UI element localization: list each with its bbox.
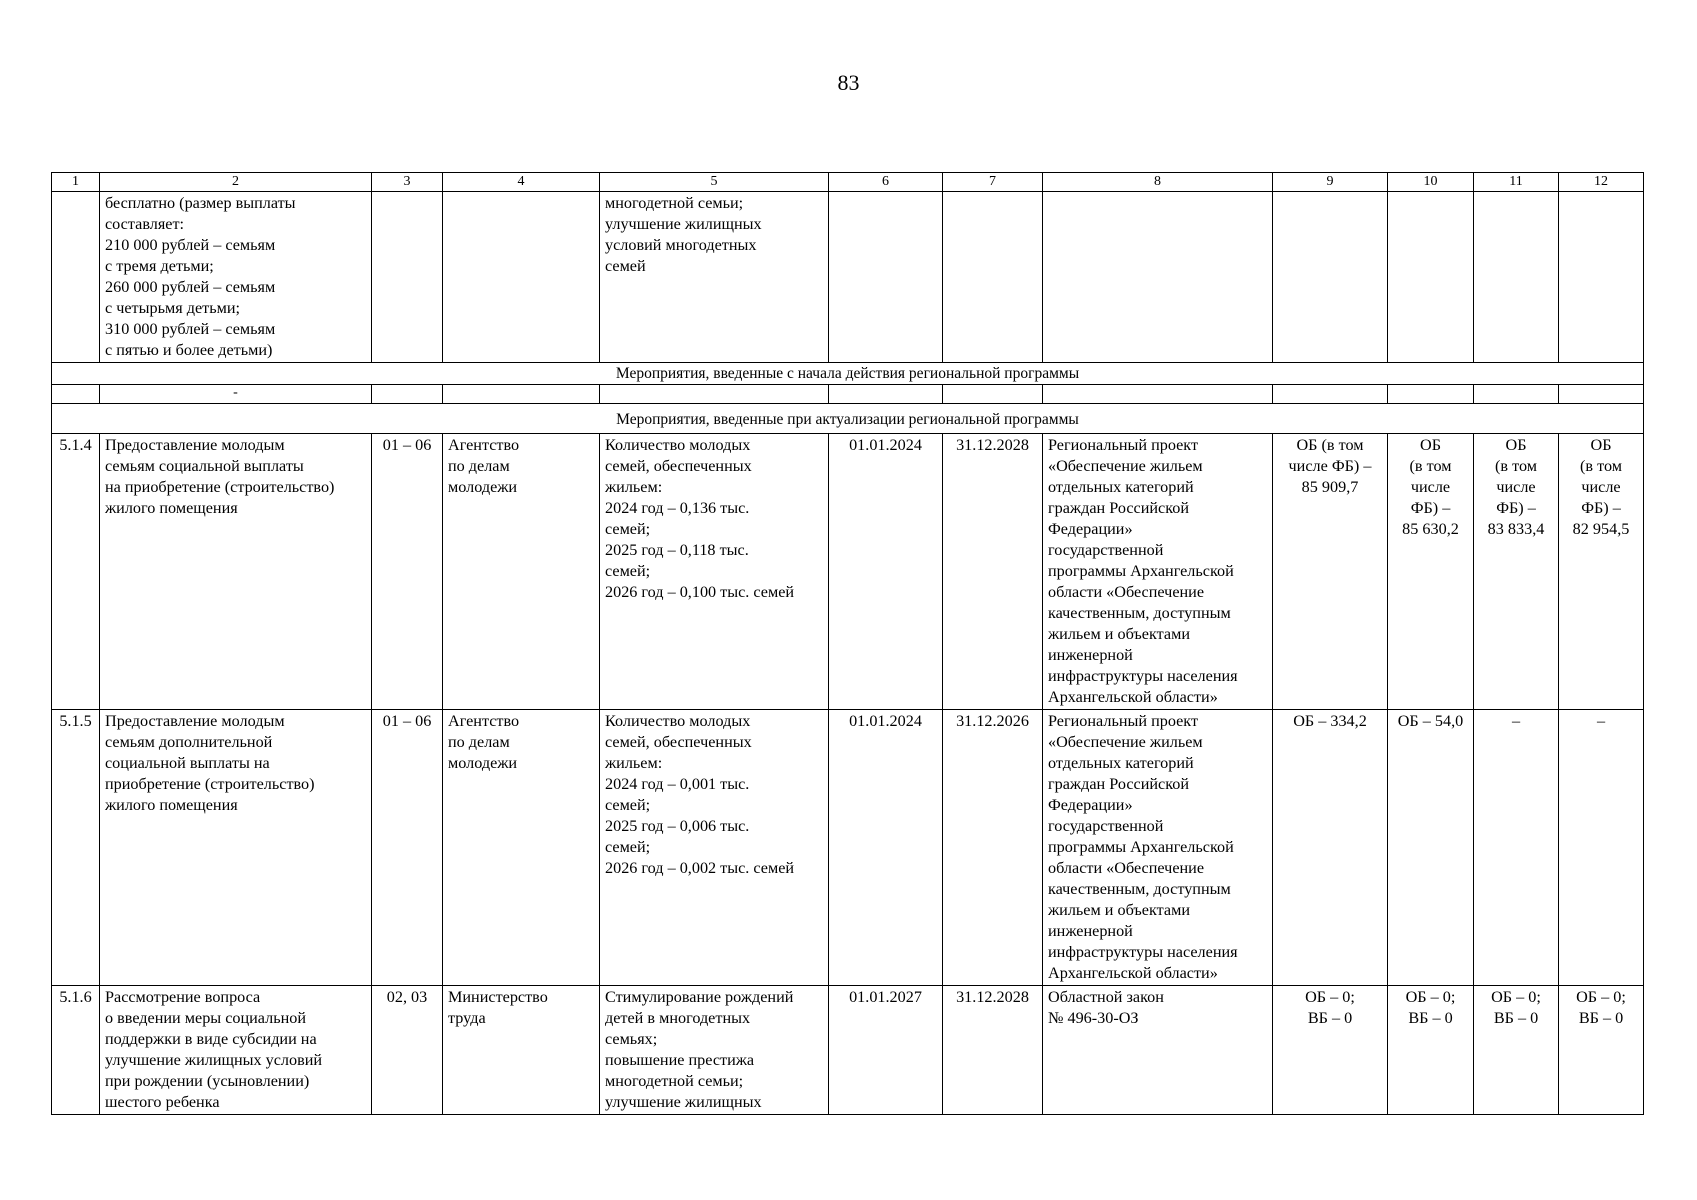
- table-cell: [1474, 192, 1559, 363]
- funding-col-9: ОБ – 334,2: [1273, 710, 1388, 986]
- expected-result: Стимулирование рождений детей в многодетных семьях; повышение престижа многодетной семьи; улучшение жилищных: [600, 986, 829, 1115]
- program-link: Областной закон № 496-30-ОЗ: [1043, 986, 1273, 1115]
- table-cell: [1474, 385, 1559, 404]
- continuation-row: [52, 192, 1644, 363]
- column-number: 11: [1474, 173, 1559, 192]
- table-cell: [1043, 192, 1273, 363]
- column-number: 9: [1273, 173, 1388, 192]
- program-link: Региональный проект «Обеспечение жильем отдельных категорий граждан Российской Федерации» государственной программы Архангельской области «Обеспечение качественным, доступным жильем и объектами инженерной инфраструктуры населения Архангельской области»: [1043, 710, 1273, 986]
- column-number: 1: [52, 173, 100, 192]
- executor: Агентство по делам молодежи: [443, 710, 600, 986]
- expected-result: Количество молодых семей, обеспеченных жильем: 2024 год – 0,001 тыс. семей; 2025 год – 0,006 тыс. семей; 2026 год – 0,002 тыс. семей: [600, 710, 829, 986]
- column-number: 5: [600, 173, 829, 192]
- table-cell: [1273, 385, 1388, 404]
- table-cell: [52, 385, 100, 404]
- column-number: 6: [829, 173, 943, 192]
- activity-name: Предоставление молодым семьям дополнительной социальной выплаты на приобретение (строительство) жилого помещения: [100, 710, 372, 986]
- table-row: [52, 710, 1644, 986]
- row-id: 5.1.5: [52, 710, 100, 986]
- row-id: 5.1.6: [52, 986, 100, 1115]
- end-date: 31.12.2028: [943, 434, 1043, 710]
- empty-row: [52, 385, 1644, 404]
- table-row: [52, 434, 1644, 710]
- funding-col-10: ОБ – 54,0: [1388, 710, 1474, 986]
- result-cell: многодетной семьи; улучшение жилищных условий многодетных семей: [600, 192, 829, 363]
- table-cell: [1559, 385, 1644, 404]
- activity-name: Предоставление молодым семьям социальной выплаты на приобретение (строительство) жилого помещения: [100, 434, 372, 710]
- end-date: 31.12.2026: [943, 710, 1043, 986]
- table-cell: [1388, 385, 1474, 404]
- expected-result: Количество молодых семей, обеспеченных жильем: 2024 год – 0,136 тыс. семей; 2025 год – 0,118 тыс. семей; 2026 год – 0,100 тыс. семей: [600, 434, 829, 710]
- column-number: 12: [1559, 173, 1644, 192]
- section-header-row: [52, 404, 1644, 434]
- row-id: 5.1.4: [52, 434, 100, 710]
- table-cell: [1559, 192, 1644, 363]
- table-row: [52, 986, 1644, 1115]
- task-numbers: 01 – 06: [372, 710, 443, 986]
- funding-col-12: ОБ – 0; ВБ – 0: [1559, 986, 1644, 1115]
- funding-col-12: ОБ (в том числе ФБ) – 82 954,5: [1559, 434, 1644, 710]
- funding-col-11: ОБ (в том числе ФБ) – 83 833,4: [1474, 434, 1559, 710]
- column-number: 2: [100, 173, 372, 192]
- table-cell: [829, 385, 943, 404]
- funding-col-10: ОБ – 0; ВБ – 0: [1388, 986, 1474, 1115]
- dash-cell: -: [100, 385, 372, 404]
- funding-col-12: –: [1559, 710, 1644, 986]
- table-cell: [943, 192, 1043, 363]
- table-cell: [1388, 192, 1474, 363]
- table-cell: [1273, 192, 1388, 363]
- program-link: Региональный проект «Обеспечение жильем отдельных категорий граждан Российской Федерации» государственной программы Архангельской области «Обеспечение качественным, доступным жильем и объектами инженерной инфраструктуры населения Архангельской области»: [1043, 434, 1273, 710]
- column-number: 7: [943, 173, 1043, 192]
- activity-name: Рассмотрение вопроса о введении меры социальной поддержки в виде субсидии на улучшение жилищных условий при рождении (усыновлении) шестого ребенка: [100, 986, 372, 1115]
- activity-name-cell: бесплатно (размер выплаты составляет: 210 000 рублей – семьям с тремя детьми; 260 000 рублей – семьям с четырьмя детьми; 310 000 рублей – семьям с пятью и более детьми): [100, 192, 372, 363]
- table-cell: [943, 385, 1043, 404]
- section-header-row: [52, 363, 1644, 385]
- task-numbers: 01 – 06: [372, 434, 443, 710]
- table-cell: [372, 385, 443, 404]
- table-cell: [372, 192, 443, 363]
- table-cell: [443, 385, 600, 404]
- funding-col-10: ОБ (в том числе ФБ) – 85 630,2: [1388, 434, 1474, 710]
- program-activities-table: [51, 172, 1644, 1115]
- start-date: 01.01.2024: [829, 434, 943, 710]
- table-cell: [829, 192, 943, 363]
- executor: Министерство труда: [443, 986, 600, 1115]
- page-number: 83: [837, 70, 860, 95]
- funding-col-11: ОБ – 0; ВБ – 0: [1474, 986, 1559, 1115]
- funding-col-11: –: [1474, 710, 1559, 986]
- table-cell: [1043, 385, 1273, 404]
- funding-col-9: ОБ (в том числе ФБ) – 85 909,7: [1273, 434, 1388, 710]
- section-title: Мероприятия, введенные с начала действия региональной программы: [52, 363, 1644, 385]
- column-number: 3: [372, 173, 443, 192]
- column-number: 10: [1388, 173, 1474, 192]
- task-numbers: 02, 03: [372, 986, 443, 1115]
- funding-col-9: ОБ – 0; ВБ – 0: [1273, 986, 1388, 1115]
- column-number-header-row: [52, 173, 1644, 192]
- table-cell: [52, 192, 100, 363]
- section-title: Мероприятия, введенные при актуализации региональной программы: [52, 404, 1644, 434]
- start-date: 01.01.2027: [829, 986, 943, 1115]
- start-date: 01.01.2024: [829, 710, 943, 986]
- end-date: 31.12.2028: [943, 986, 1043, 1115]
- executor: Агентство по делам молодежи: [443, 434, 600, 710]
- column-number: 4: [443, 173, 600, 192]
- column-number: 8: [1043, 173, 1273, 192]
- table-cell: [600, 385, 829, 404]
- table-cell: [443, 192, 600, 363]
